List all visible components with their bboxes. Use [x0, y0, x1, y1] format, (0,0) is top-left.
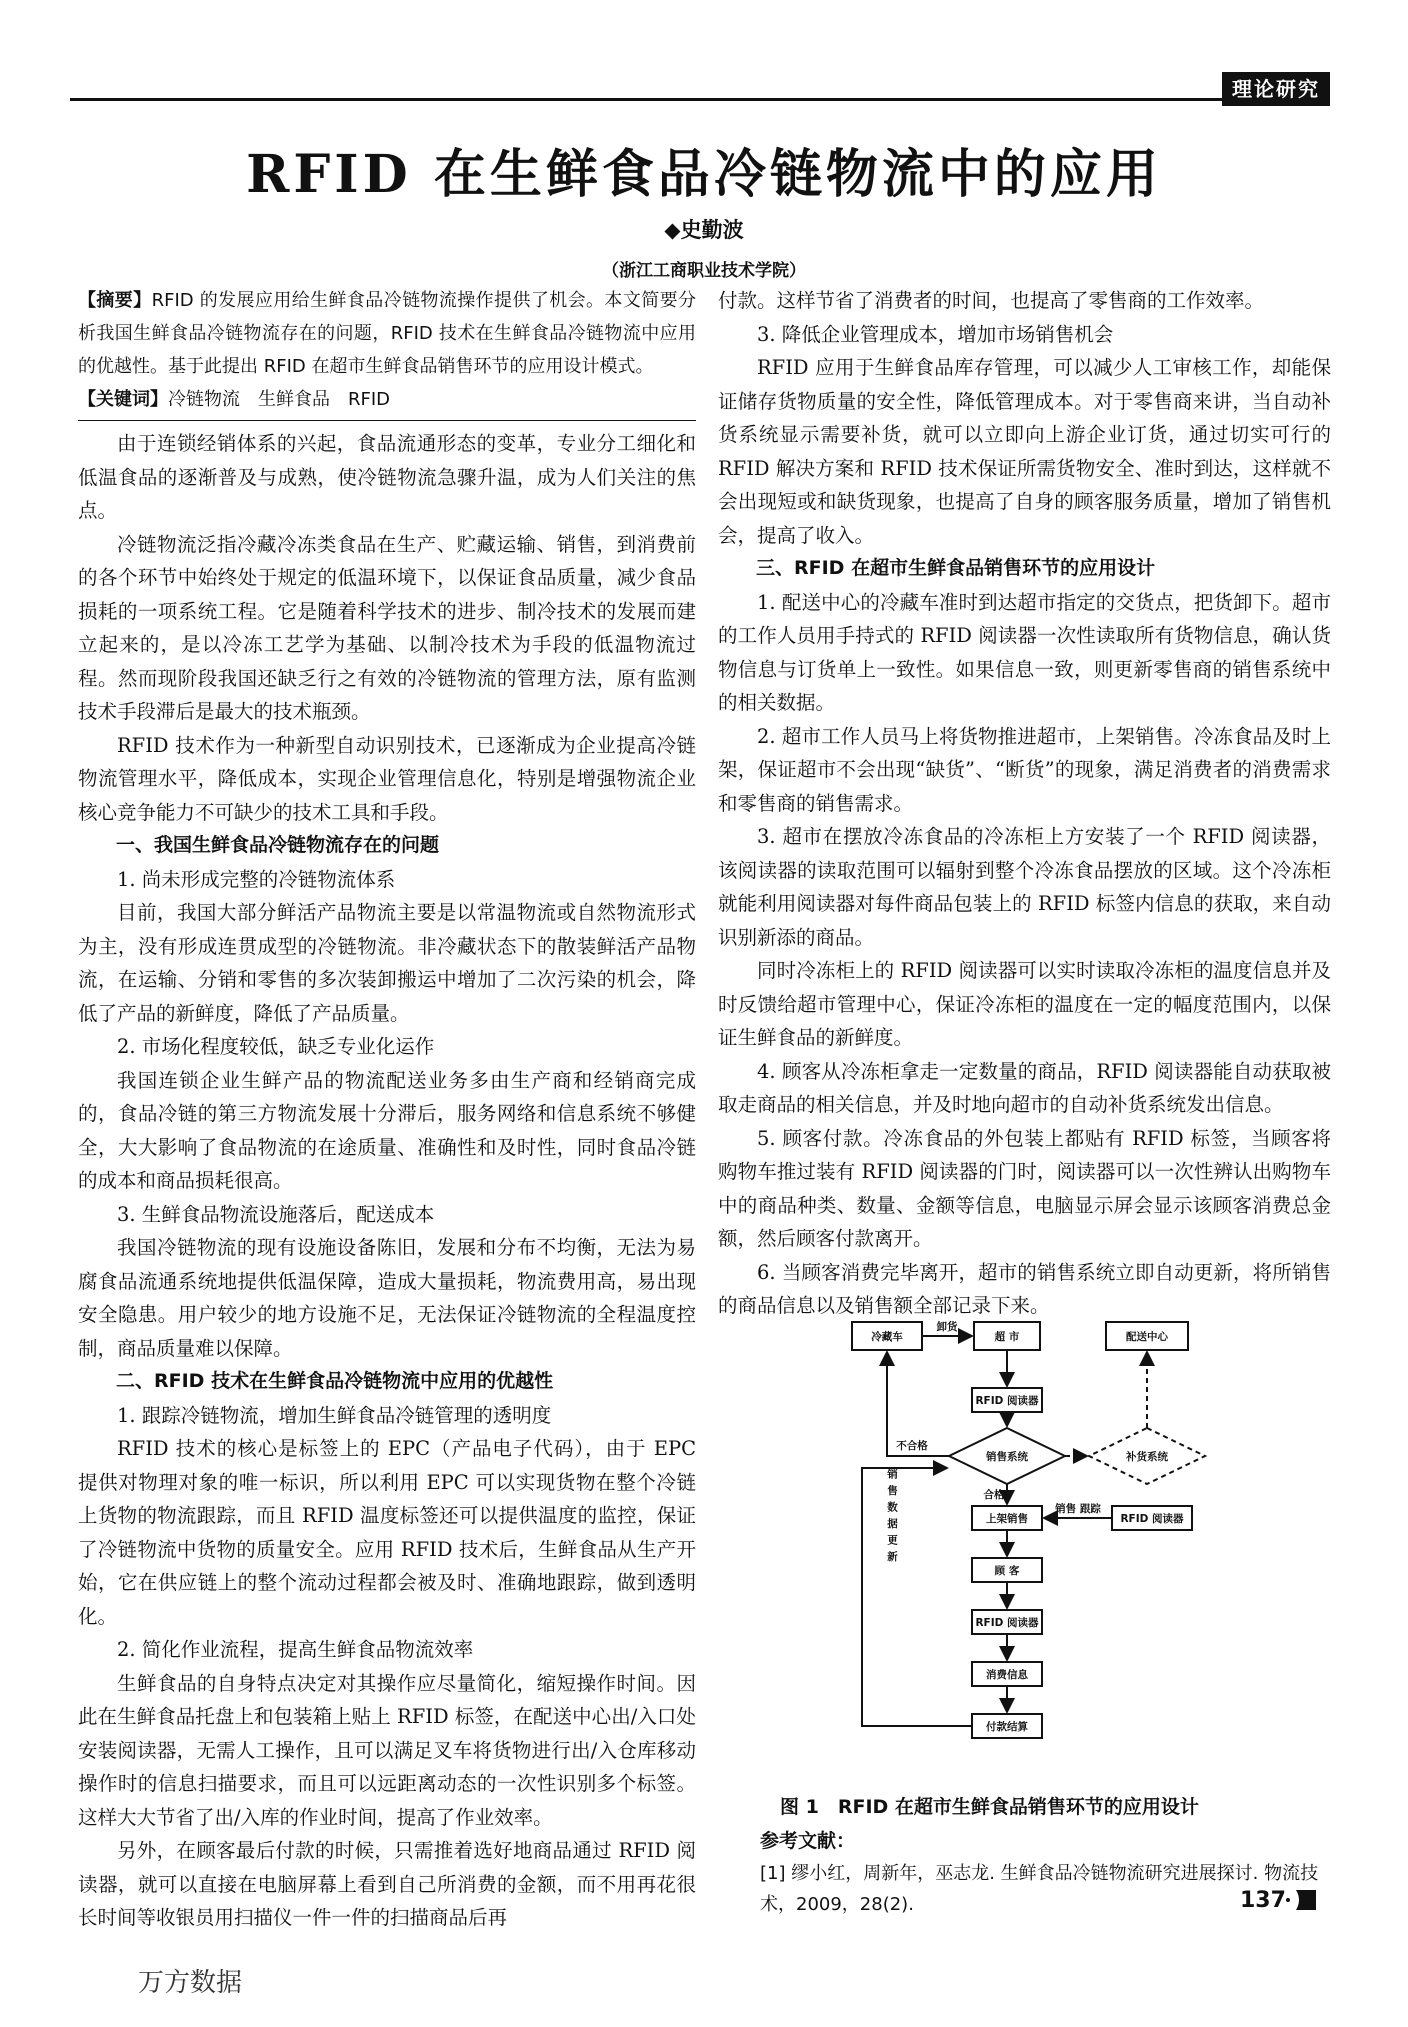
paragraph: 另外，在顾客最后付款的时候，只需推着选好地商品通过 RFID 阅读器，就可以直接在电脑屏幕上看到自己所消费的金额，而不用再花很长时间等收银员用扫描仪一件一件的扫描商品后再 [78, 1839, 696, 1929]
figure-caption: 图 1 RFID 在超市生鲜食品销售环节的应用设计 [780, 1796, 1199, 1818]
node-payment: 付款结算 [986, 1721, 1028, 1733]
node-unload: 卸货 [936, 1321, 958, 1333]
node-rfid-reader-3: RFID 阅读器 [975, 1617, 1039, 1629]
subsection-heading: 2. 市场化程度较低，缺乏专业化运作 [117, 1035, 435, 1058]
left-column [78, 284, 696, 1935]
node-replenish: 补货系统 [1126, 1451, 1168, 1463]
node-cold-truck: 冷藏车 [871, 1331, 903, 1343]
node-shelving: 上架销售 [986, 1513, 1028, 1525]
node-sales-system: 销售系统 [986, 1451, 1028, 1463]
section-heading: 一、我国生鲜食品冷链物流存在的问题 [116, 834, 440, 856]
flowchart [850, 1308, 1270, 1783]
paragraph: 由于连锁经销体系的兴起，食品流通形态的变革，专业分工细化和低温食品的逐渐普及与成熟，使冷链物流急骤升温，成为人们关注的焦点。 [78, 432, 696, 522]
subsection-heading: 2. 简化作业流程，提高生鲜食品物流效率 [117, 1638, 474, 1661]
paragraph: RFID 应用于生鲜食品库存管理，可以减少人工审核工作，却能保证储存货物质量的安全性，降低管理成本。对于零售商来讲，当自动补货系统显示需要补货，就可以立即向上游企业订货，通过切实可行的 RFID 解决方案和 RFID 技术保证所需货物安全、准时到达，这样就不会出现短或和缺货现象，也提高了自身的顾客服务质量，增加了销售机会，提高了收入。 [718, 356, 1331, 547]
subsection-heading: 3. 生鲜食品物流设施落后，配送成本 [117, 1202, 435, 1226]
watermark: 万方数据 [138, 1968, 243, 1998]
abstract-label: 【摘要】 [78, 290, 152, 311]
references-title: 参考文献： [760, 1830, 856, 1852]
keywords [78, 383, 696, 416]
header-rule [70, 98, 1325, 101]
paragraph: 1. 配送中心的冷藏车准时到达超市指定的交货点，把货卸下。超市的工作人员用手持式的 RFID 阅读器一次性读取所有货物信息，确认货物信息与订货单上一致性。如果信息一致，则更新零售商的销售系统中的相关数据。 [718, 590, 1331, 714]
paragraph: RFID 技术作为一种新型自动识别技术，已逐渐成为企业提高冷链物流管理水平，降低成本，实现企业管理信息化，特别是增强物流企业核心竞争能力不可缺少的技术工具和手段。 [78, 733, 696, 824]
paragraph-continued: 付款。这样节省了消费者的时间，也提高了零售商的工作效率。 [718, 289, 1265, 312]
node-supermarket: 超 市 [994, 1331, 1020, 1343]
abstract-rule [78, 420, 696, 421]
paragraph: 3. 超市在摆放冷冻食品的冷冻柜上方安装了一个 RFID 阅读器，该阅读器的读取范围可以辐射到整个冷冻食品摆放的区域。这个冷冻柜就能利用阅读器对每件商品包装上的 RFID 标签内信息的获取，来自动识别新添的商品。 [718, 825, 1331, 949]
subsection-heading: 3. 降低企业管理成本，增加市场销售机会 [757, 322, 1114, 346]
paragraph: 4. 顾客从冷冻柜拿走一定数量的商品，RFID 阅读器能自动获取被取走商品的相关信息，并及时地向超市的自动补货系统发出信息。 [718, 1059, 1331, 1116]
node-sales-tracking: 销售 跟踪 [1055, 1503, 1101, 1515]
paragraph: 我国连锁企业生鲜产品的物流配送业务多由生产商和经销商完成的，食品冷链的第三方物流发展十分滞后，服务网络和信息系统不够健全，大大影响了食品物流的在途质量、准确性和及时性，同时食品冷链的成本和商品损耗很高。 [78, 1068, 696, 1192]
subsection-heading: 1. 跟踪冷链物流，增加生鲜食品冷链管理的透明度 [117, 1403, 552, 1427]
author: ◆史勤波 [664, 217, 744, 242]
right-body [718, 284, 1331, 1323]
paragraph: 同时冷冻柜上的 RFID 阅读器可以实时读取冷冻柜的温度信息并及时反馈给超市管理中心，保证冷冻柜的温度在一定的幅度范围内，以保证生鲜食品的新鲜度。 [718, 959, 1331, 1049]
page-mark-icon [1282, 1886, 1318, 1912]
paragraph: 目前，我国大部分鲜活产品物流主要是以常温物流或自然物流形式为主，没有形成连贯成型的冷链物流。非冷藏状态下的散装鲜活产品物流，在运输、分销和零售的多次装卸搬运中增加了二次污染的机会，降低了产品的新鲜度，降低了产品质量。 [78, 901, 696, 1025]
keywords-label: 【关键词】 [78, 389, 168, 410]
side-label: 销售数据更新 [886, 1468, 898, 1568]
node-dist-center: 配送中心 [1126, 1331, 1168, 1343]
article-title: RFID 在生鲜食品冷链物流中的应用 [246, 144, 1162, 205]
paragraph: 生鲜食品的自身特点决定对其操作应尽量简化，缩短操作时间。因此在生鲜食品托盘上和包装箱上贴上 RFID 标签，在配送中心出/入口处安装阅读器，无需人工操作，且可以满足叉车将货物进行出/入仓库移动操作时的信息扫描要求，而且可以远距离动态的一次性识别多个标签。这样大大节省了出/入库的作业时间，提高了作业效率。 [78, 1671, 696, 1829]
page-number: 137 [1240, 1888, 1286, 1913]
reference-item: [1] 缪小红，周新年，巫志龙. 生鲜食品冷链物流研究进展探讨. 物流技术，2009，28(2). [760, 1863, 1319, 1915]
node-rfid-reader-2: RFID 阅读器 [1120, 1513, 1184, 1525]
paragraph: 6. 当顾客消费完毕离开，超市的销售系统立即自动更新，将所销售的商品信息以及销售额全部记录下来。 [718, 1260, 1331, 1317]
paragraph: 冷链物流泛指冷藏冷冻类食品在生产、贮藏运输、销售，到消费前的各个环节中始终处于规定的低温环境下，以保证食品质量，减少食品损耗的一项系统工程。它是随着科学技术的进步、制冷技术的发展而建立起来的，是以冷冻工艺学为基础、以制冷技术为手段的低温物流过程。然而现阶段我国还缺乏行之有效的冷链物流的管理方法，原有监测技术手段滞后是最大的技术瓶颈。 [78, 532, 696, 723]
node-consumption-info: 消费信息 [986, 1669, 1028, 1681]
paragraph: 5. 顾客付款。冷冻食品的外包装上都贴有 RFID 标签，当顾客将购物车推过装有 RFID 阅读器的门时，阅读器可以一次性辨认出购物车中的商品种类、数量、金额等信息，电脑显示屏会显示该顾客消费总金额，然后顾客付款离开。 [718, 1126, 1331, 1250]
paragraph: 我国冷链物流的现有设施设备陈旧，发展和分布不均衡，无法为易腐食品流通系统地提供低温保障，造成大量损耗，物流费用高，易出现安全隐患。用户较少的地方设施不足，无法保证冷链物流的全程温度控制，商品质量难以保障。 [78, 1236, 696, 1360]
subsection-heading: 1. 尚未形成完整的冷链物流体系 [117, 867, 396, 891]
arrow-update-loop [862, 1468, 972, 1726]
affiliation: （浙江工商职业技术学院） [602, 261, 806, 281]
section-tag: 理论研究 [1222, 72, 1330, 106]
section-heading: 三、RFID 在超市生鲜食品销售环节的应用设计 [756, 557, 1156, 579]
paragraph: RFID 技术的核心是标签上的 EPC（产品电子代码），由于 EPC 提供对物理对象的唯一标识，所以利用 EPC 可以实现货物在整个冷链上货物的物流跟踪，而且 RFID 温度标签还可以提供温度的监控，保证了冷链物流中货物的质量安全。应用 RFID 技术后，生鲜食品从生产开始，它在供应链上的整个流动过程都会被及时、准确地跟踪，做到透明化。 [78, 1437, 696, 1628]
paragraph: 2. 超市工作人员马上将货物推进超市，上架销售。冷冻食品及时上架，保证超市不会出现“缺货”、“断货”的现象，满足消费者的消费需求和零售商的销售需求。 [718, 724, 1331, 815]
abstract [78, 284, 696, 383]
left-body [78, 427, 696, 1935]
node-customer: 顾 客 [994, 1565, 1020, 1577]
right-column [718, 284, 1331, 1323]
node-pass: 合格 [983, 1489, 1005, 1501]
node-reject: 不合格 [896, 1440, 928, 1452]
section-heading: 二、RFID 技术在生鲜食品冷链物流中应用的优越性 [116, 1370, 554, 1392]
node-rfid-reader-1: RFID 阅读器 [975, 1395, 1039, 1407]
keywords-text: 冷链物流 生鲜食品 RFID [168, 389, 391, 410]
abstract-text: RFID 的发展应用给生鲜食品冷链物流操作提供了机会。本文简要分析我国生鲜食品冷链物流存在的问题，RFID 技术在生鲜食品冷链物流中应用的优越性。基于此提出 RFID 在超市生鲜食品销售环节的应用设计模式。 [78, 290, 697, 377]
